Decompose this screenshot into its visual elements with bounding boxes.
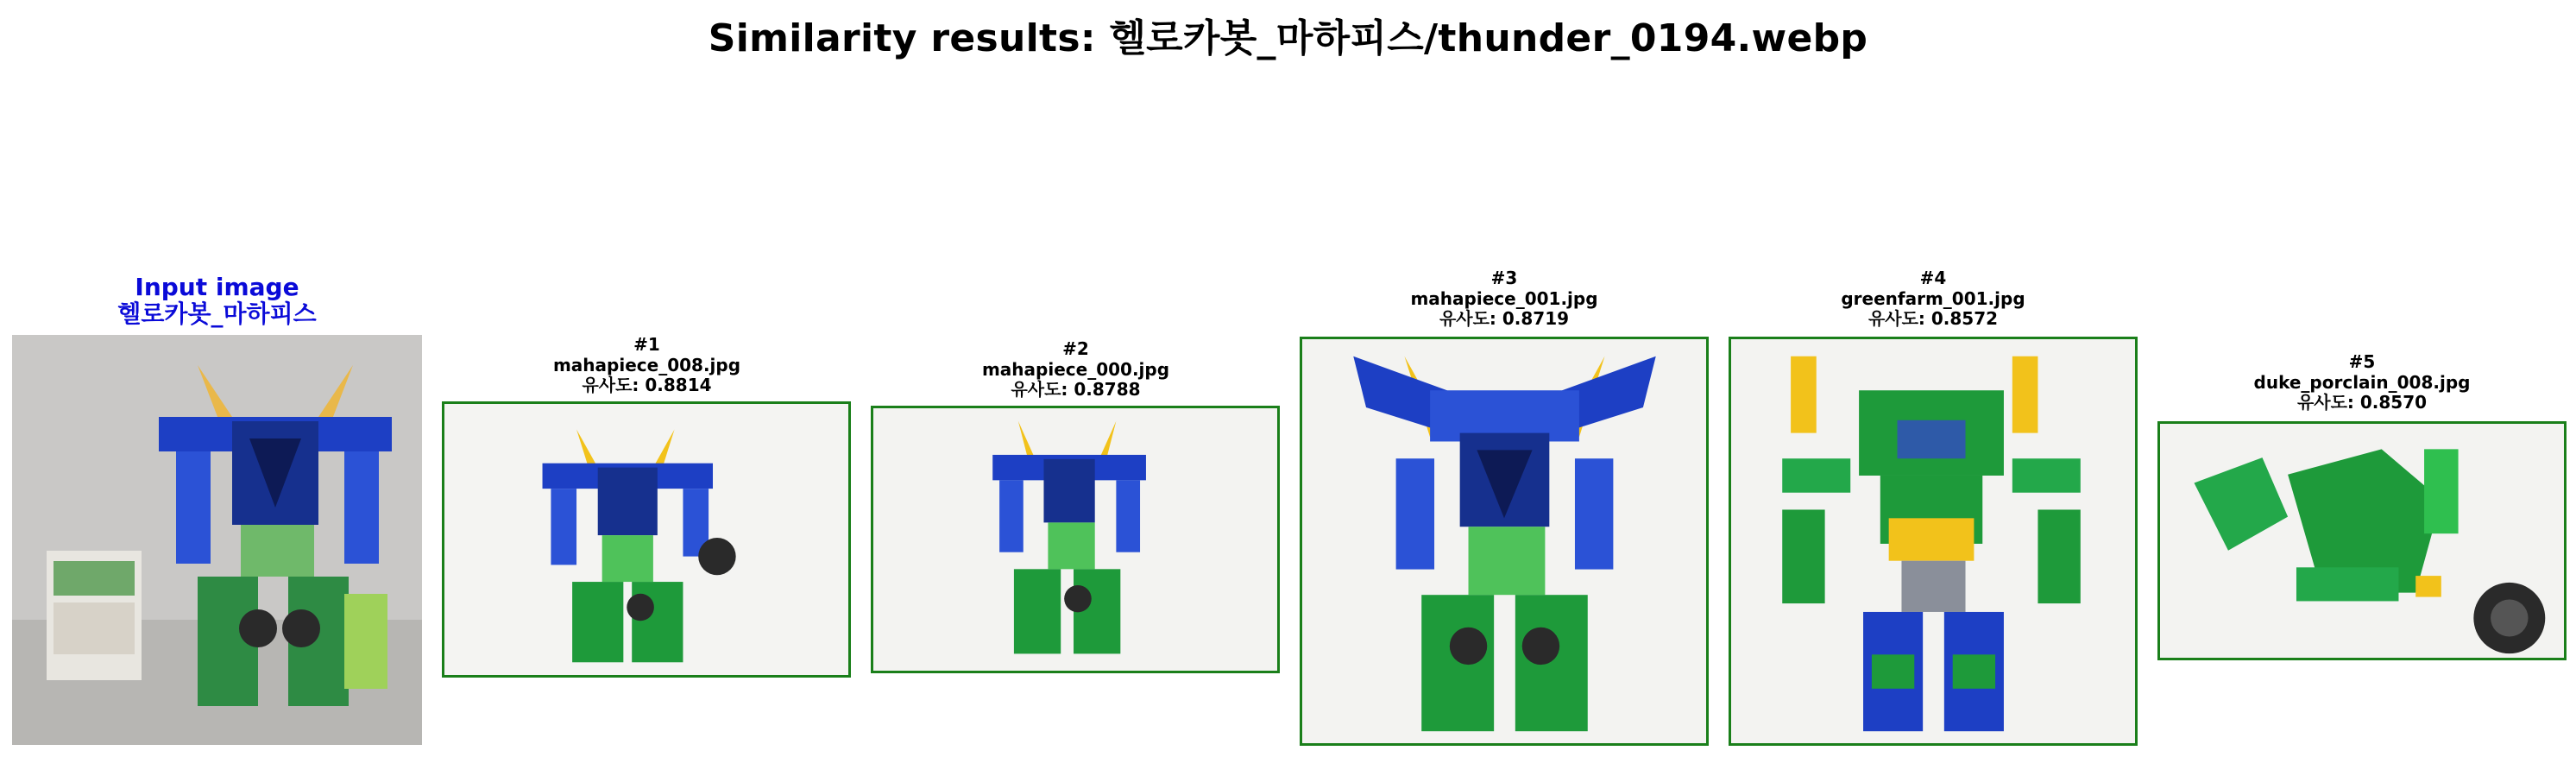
- result-rank: #1: [633, 334, 660, 355]
- result-score: 유사도: 0.8719: [1439, 308, 1570, 330]
- result-rank: #2: [1062, 338, 1089, 359]
- result-filename: greenfarm_001.jpg: [1841, 287, 2025, 309]
- result-caption: [2157, 352, 2567, 413]
- result-filename: mahapiece_000.jpg: [981, 358, 1170, 380]
- input-caption: [12, 274, 422, 328]
- result-score: 유사도: 0.8814: [582, 375, 712, 396]
- result-image: [871, 406, 1280, 673]
- result-filename: mahapiece_008.jpg: [552, 354, 741, 375]
- result-rank: #3: [1490, 268, 1518, 288]
- result-caption: [1729, 268, 2138, 330]
- input-image: [12, 335, 422, 745]
- result-image: [442, 401, 851, 678]
- input-label: 헬로카봇_마하피스: [117, 299, 317, 328]
- result-score: 유사도: 0.8570: [2296, 392, 2428, 413]
- result-image: [2157, 421, 2567, 660]
- input-heading: Input image: [135, 273, 299, 301]
- result-rank: #4: [1919, 268, 1947, 288]
- result-caption: [442, 335, 852, 396]
- result-caption: [871, 339, 1281, 401]
- result-image: [1300, 337, 1709, 746]
- result-caption: [1300, 268, 1709, 330]
- result-score: 유사도: 0.8572: [1867, 308, 1999, 330]
- result-rank: #5: [2348, 351, 2376, 372]
- page-title: Similarity results: 헬로카봇_마하피스/thunder_0194.webp: [708, 16, 1868, 60]
- result-score: 유사도: 0.8788: [1011, 379, 1141, 401]
- result-filename: duke_porclain_008.jpg: [2253, 371, 2471, 393]
- result-image: [1729, 337, 2138, 746]
- result-filename: mahapiece_001.jpg: [1410, 287, 1598, 309]
